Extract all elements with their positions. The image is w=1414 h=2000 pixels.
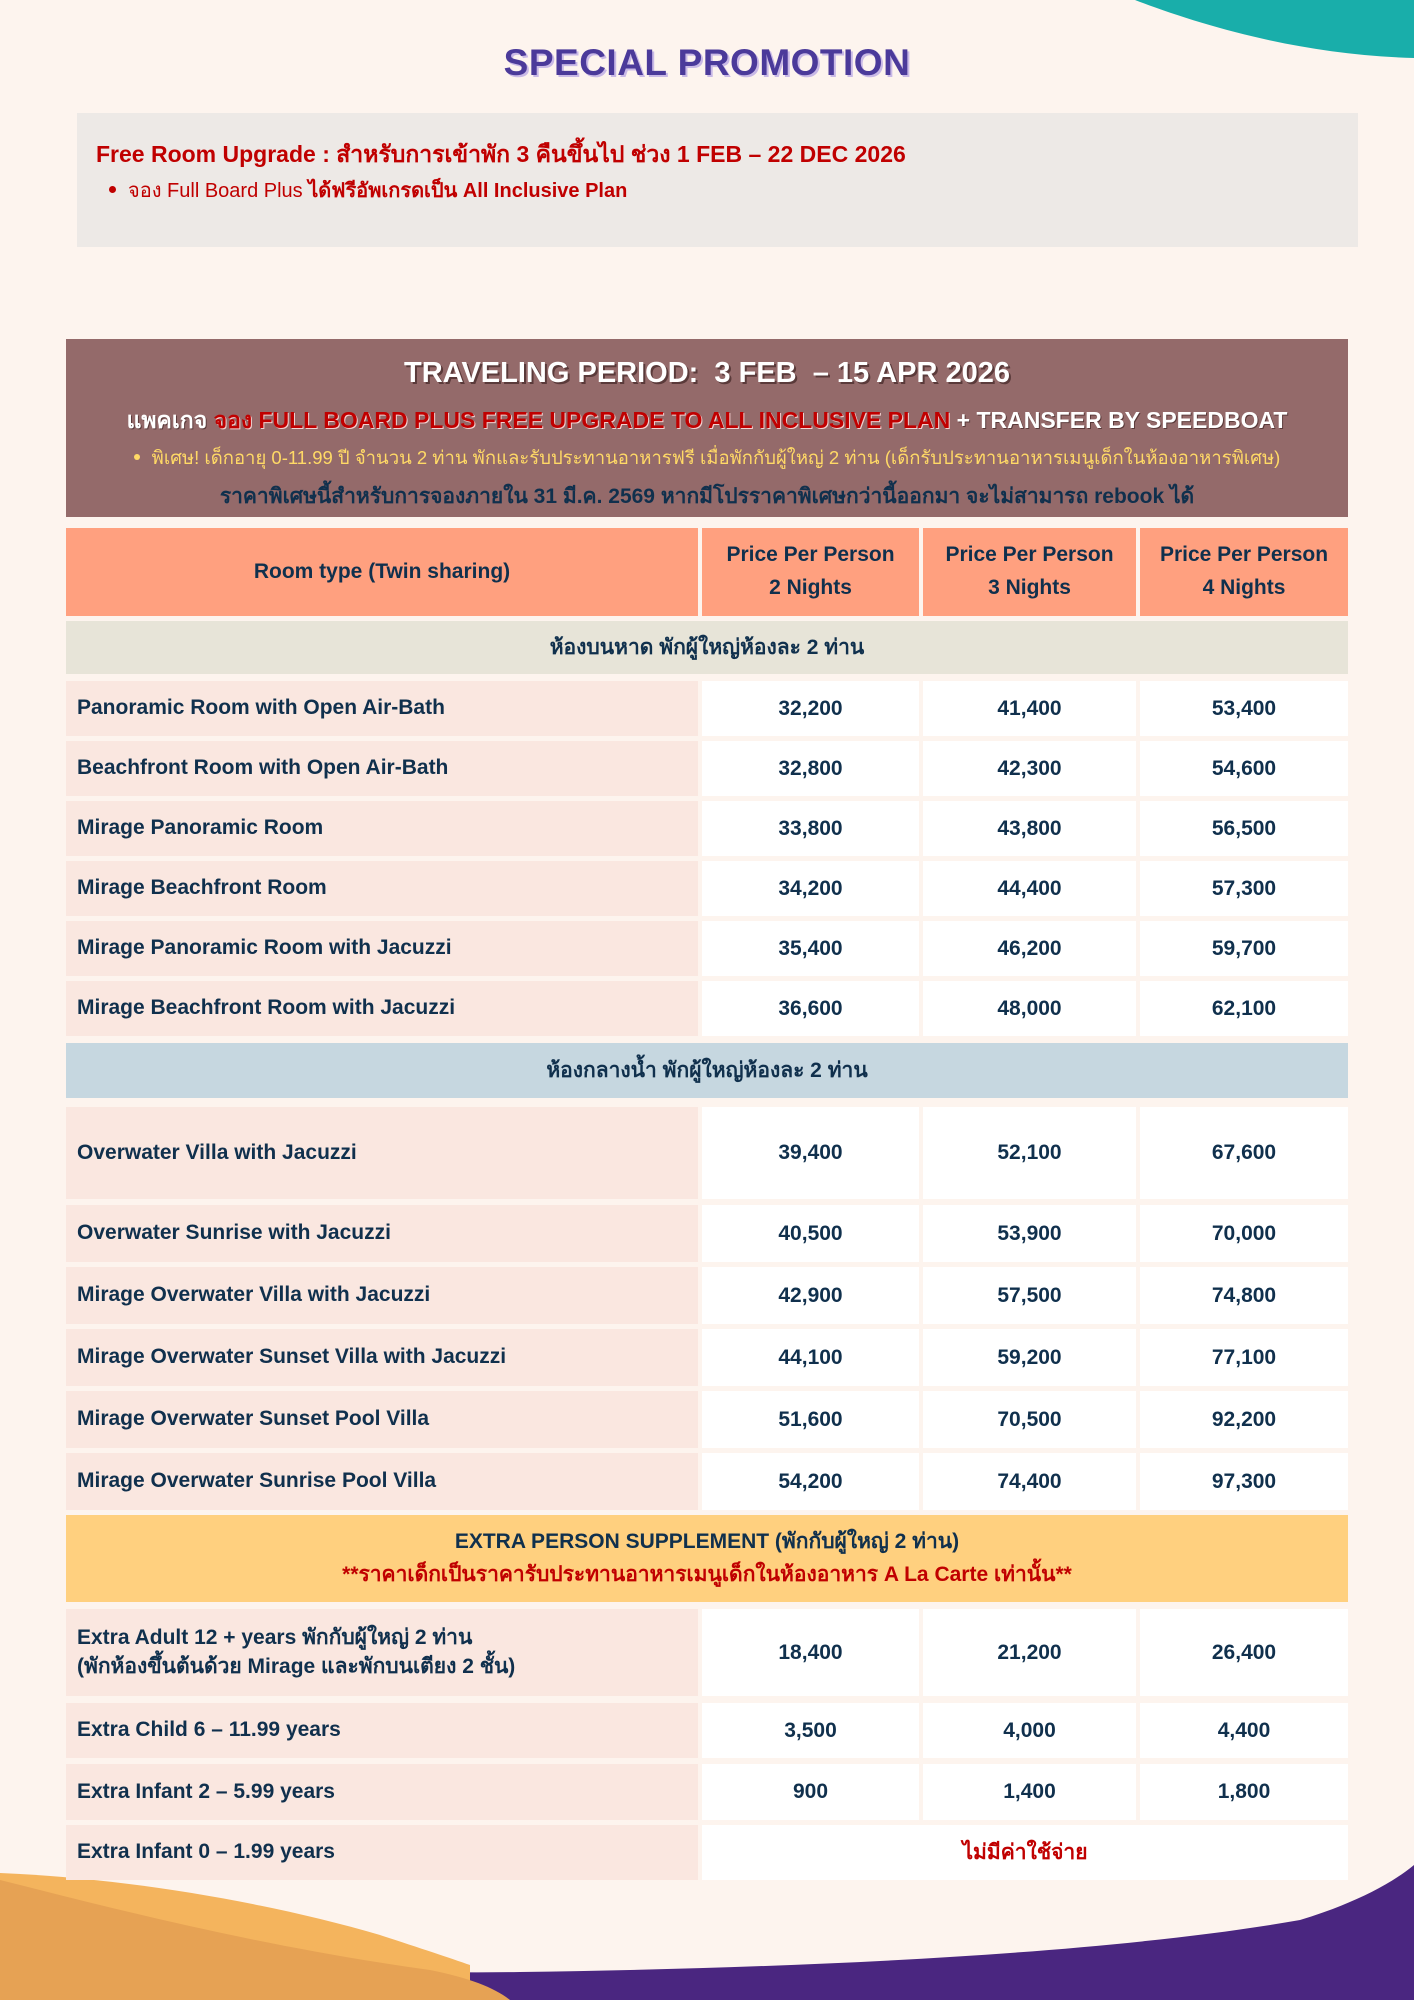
price-cell-3-nights: 46,200 — [923, 921, 1136, 976]
price-cell-3-nights: 42,300 — [923, 741, 1136, 796]
room-name-cell: Mirage Panoramic Room with Jacuzzi — [66, 921, 698, 976]
room-name-cell: Overwater Sunrise with Jacuzzi — [66, 1205, 698, 1262]
price-cell-2-nights: 54,200 — [702, 1453, 919, 1510]
child-note — [66, 444, 1348, 473]
period-heading: TRAVELING PERIOD: 3 FEB – 15 APR 2026 — [404, 357, 1010, 389]
price-cell-3-nights: 70,500 — [923, 1391, 1136, 1448]
price-cell-4-nights: 59,700 — [1140, 921, 1348, 976]
price-cell-3-nights: 59,200 — [923, 1329, 1136, 1386]
room-name-cell: Extra Child 6 – 11.99 years — [66, 1703, 698, 1758]
header-price-2-nights — [702, 528, 919, 616]
package-highlight: จอง FULL BOARD PLUS FREE UPGRADE TO ALL INCLUSIVE PLAN — [213, 407, 951, 433]
promo-bullet-plain: จอง Full Board Plus — [128, 180, 309, 202]
traveling-period-banner — [66, 339, 1348, 517]
promo-headline: Free Room Upgrade : สำหรับการเข้าพัก 3 คืนขึ้นไป ช่วง 1 FEB – 22 DEC 2026 — [96, 141, 906, 167]
price-cell-2-nights: 3,500 — [702, 1703, 919, 1758]
bullet-dot-icon — [109, 186, 116, 193]
section-extra-person — [66, 1515, 1348, 1602]
page-title: SPECIAL PROMOTION — [503, 42, 911, 83]
price-cell-4-nights: 53,400 — [1140, 681, 1348, 736]
orange-wave-shape — [0, 1880, 510, 2000]
purple-wave-shape — [0, 1865, 1414, 2000]
header-price-label: Price Per Person — [726, 543, 895, 567]
section-beach-rooms: ห้องบนหาด พักผู้ใหญ่ห้องละ 2 ท่าน — [66, 621, 1348, 674]
room-name-cell: Mirage Panoramic Room — [66, 801, 698, 856]
price-cell-4-nights: 67,600 — [1140, 1107, 1348, 1199]
promo-bullet-bold: ได้ฟรีอัพเกรดเป็น All Inclusive Plan — [308, 180, 628, 202]
header-nights: 2 Nights — [769, 576, 852, 599]
price-cell-2-nights: 33,800 — [702, 801, 919, 856]
price-cell-4-nights: 57,300 — [1140, 861, 1348, 916]
price-cell-3-nights: 53,900 — [923, 1205, 1136, 1262]
header-nights: 3 Nights — [988, 576, 1071, 599]
extra-section-title: EXTRA PERSON SUPPLEMENT (พักกับผู้ใหญ่ 2 ท่าน) — [454, 1529, 960, 1553]
price-cell-2-nights: 36,600 — [702, 981, 919, 1036]
price-cell-4-nights: 97,300 — [1140, 1453, 1348, 1510]
price-cell-2-nights: 35,400 — [702, 921, 919, 976]
price-cell-2-nights: 51,600 — [702, 1391, 919, 1448]
price-cell-2-nights: 39,400 — [702, 1107, 919, 1199]
free-of-charge-cell: ไม่มีค่าใช้จ่าย — [702, 1825, 1348, 1880]
room-name-cell: Beachfront Room with Open Air-Bath — [66, 741, 698, 796]
header-price-4-nights — [1140, 528, 1348, 616]
price-cell-3-nights: 4,000 — [923, 1703, 1136, 1758]
room-name-cell: Overwater Villa with Jacuzzi — [66, 1107, 698, 1199]
room-name-line1: Extra Adult 12 + years พักกับผู้ใหญ่ 2 ท่าน — [77, 1626, 473, 1650]
room-name-cell: Mirage Overwater Sunset Villa with Jacuzzi — [66, 1329, 698, 1386]
price-cell-2-nights: 32,800 — [702, 741, 919, 796]
room-name-cell: Mirage Overwater Sunrise Pool Villa — [66, 1453, 698, 1510]
price-cell-3-nights: 1,400 — [923, 1764, 1136, 1820]
price-cell-3-nights: 52,100 — [923, 1107, 1136, 1199]
price-cell-2-nights: 34,200 — [702, 861, 919, 916]
price-cell-2-nights: 44,100 — [702, 1329, 919, 1386]
price-cell-4-nights: 4,400 — [1140, 1703, 1348, 1758]
price-cell-4-nights: 26,400 — [1140, 1609, 1348, 1696]
room-name-line2: (พักห้องขึ้นต้นด้วย Mirage และพักบนเตียง 2 ชั้น) — [77, 1654, 516, 1678]
price-cell-4-nights: 92,200 — [1140, 1391, 1348, 1448]
price-cell-3-nights: 41,400 — [923, 681, 1136, 736]
price-cell-2-nights: 32,200 — [702, 681, 919, 736]
header-room-type: Room type (Twin sharing) — [66, 528, 698, 616]
price-cell-3-nights: 74,400 — [923, 1453, 1136, 1510]
room-name-cell: Mirage Overwater Villa with Jacuzzi — [66, 1267, 698, 1324]
section-overwater-rooms: ห้องกลางน้ำ พักผู้ใหญ่ห้องละ 2 ท่าน — [66, 1043, 1348, 1098]
promo-bullet — [109, 174, 627, 206]
price-cell-2-nights: 900 — [702, 1764, 919, 1820]
booking-note: ราคาพิเศษนี้สำหรับการจองภายใน 31 มี.ค. 2569 หากมีโปรราคาพิเศษกว่านี้ออกมา จะไม่สามารถ rebook ได้ — [219, 485, 1195, 508]
promo-box — [77, 113, 1358, 247]
price-cell-3-nights: 57,500 — [923, 1267, 1136, 1324]
light-orange-wave-shape — [0, 1873, 470, 2000]
child-note-text: พิเศษ! เด็กอายุ 0-11.99 ปี จำนวน 2 ท่าน พักและรับประทานอาหารฟรี เมื่อพักกับผู้ใหญ่ 2 ท่าน (เด็กรับประทานอาหารเมนูเด็กในห้องอาหารพิเศษ) — [151, 447, 1281, 468]
room-name-cell: Mirage Beachfront Room with Jacuzzi — [66, 981, 698, 1036]
price-cell-4-nights: 54,600 — [1140, 741, 1348, 796]
extra-section-note: **ราคาเด็กเป็นราคารับประทานอาหารเมนูเด็กในห้องอาหาร A La Carte เท่านั้น** — [342, 1562, 1072, 1586]
room-name-cell: Mirage Beachfront Room — [66, 861, 698, 916]
room-name-cell: Mirage Overwater Sunset Pool Villa — [66, 1391, 698, 1448]
price-cell-4-nights: 74,800 — [1140, 1267, 1348, 1324]
room-name-cell: Panoramic Room with Open Air-Bath — [66, 681, 698, 736]
price-cell-4-nights: 77,100 — [1140, 1329, 1348, 1386]
price-cell-3-nights: 44,400 — [923, 861, 1136, 916]
price-cell-4-nights: 56,500 — [1140, 801, 1348, 856]
room-name-cell: Extra Infant 2 – 5.99 years — [66, 1764, 698, 1820]
price-cell-2-nights: 42,900 — [702, 1267, 919, 1324]
header-price-3-nights — [923, 528, 1136, 616]
package-prefix: แพคเกจ — [126, 407, 214, 433]
price-cell-4-nights: 1,800 — [1140, 1764, 1348, 1820]
price-cell-3-nights: 43,800 — [923, 801, 1136, 856]
price-cell-4-nights: 70,000 — [1140, 1205, 1348, 1262]
price-cell-3-nights: 21,200 — [923, 1609, 1136, 1696]
price-cell-3-nights: 48,000 — [923, 981, 1136, 1036]
room-name-cell: Extra Infant 0 – 1.99 years — [66, 1825, 698, 1880]
price-cell-2-nights: 40,500 — [702, 1205, 919, 1262]
package-suffix: + TRANSFER BY SPEEDBOAT — [950, 407, 1288, 433]
header-price-label: Price Per Person — [945, 543, 1114, 567]
bullet-dot-icon — [134, 454, 140, 460]
price-cell-2-nights: 18,400 — [702, 1609, 919, 1696]
room-name-cell — [66, 1609, 698, 1696]
header-nights: 4 Nights — [1202, 576, 1286, 599]
price-cell-4-nights: 62,100 — [1140, 981, 1348, 1036]
header-price-label: Price Per Person — [1159, 543, 1329, 567]
package-line — [66, 403, 1348, 439]
